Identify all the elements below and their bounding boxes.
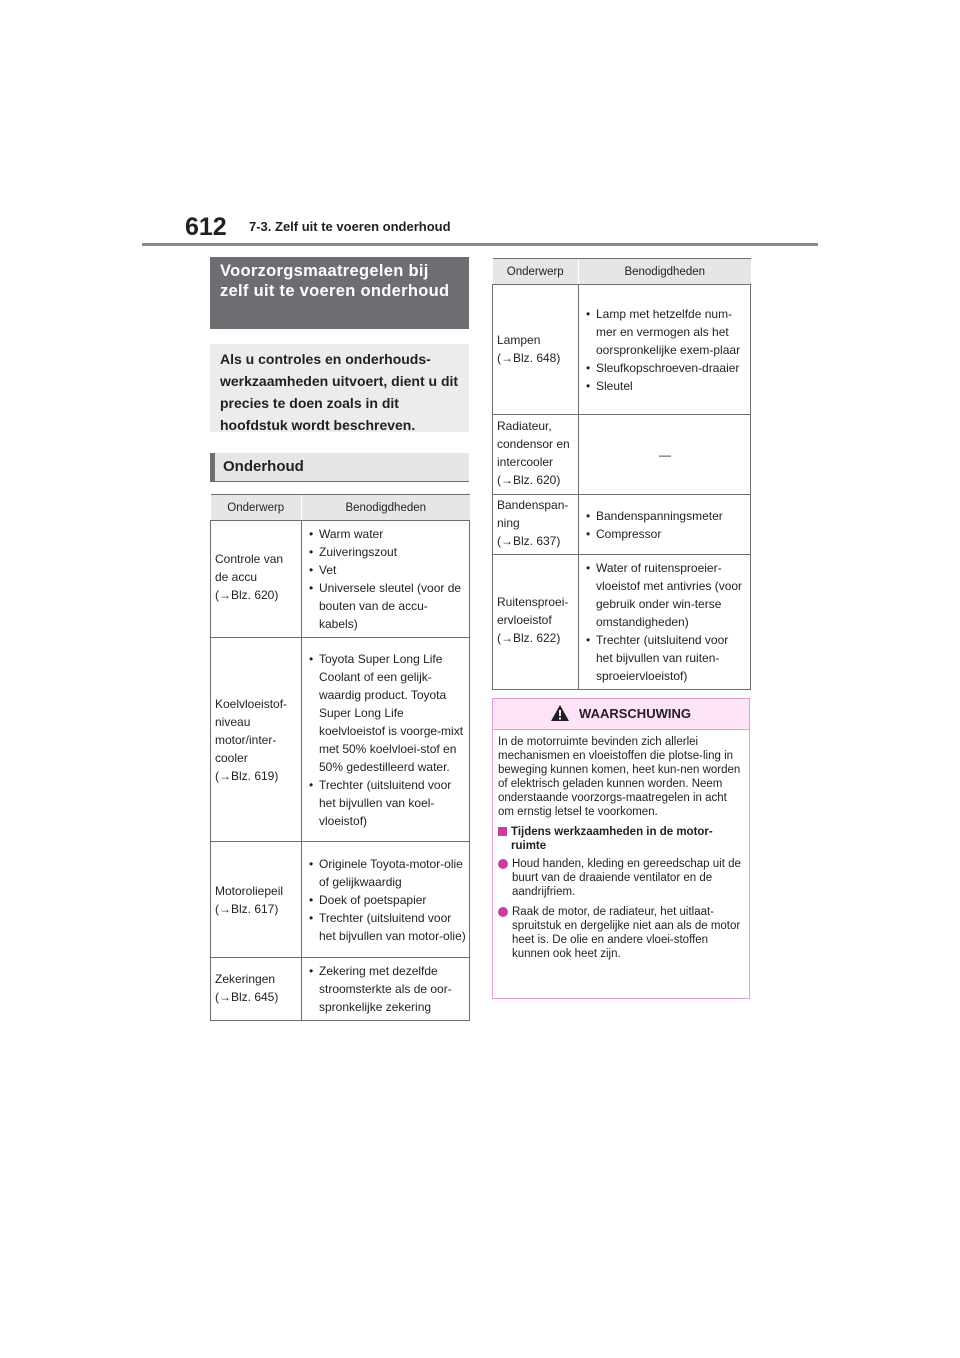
supply-item: • Doek of poetspapier bbox=[306, 891, 466, 909]
row-subject bbox=[493, 415, 579, 495]
supply-item: • Trechter (uitsluitend voor het bijvullen van ruiten-sproeiervloeistof) bbox=[583, 631, 747, 685]
subject-line: (→Blz. 620) bbox=[215, 588, 279, 602]
supply-item: • Zuiveringszout bbox=[306, 543, 466, 561]
row-supplies bbox=[579, 555, 751, 690]
supply-item: • Lamp met hetzelfde num-mer en vermogen als het oorspronkelijke exem-plaar bbox=[583, 305, 747, 359]
supplies-list bbox=[583, 559, 747, 685]
warning-bullet bbox=[498, 857, 744, 899]
square-bullet-icon bbox=[498, 827, 507, 836]
circle-bullet-icon bbox=[498, 907, 508, 917]
row-supplies bbox=[302, 521, 470, 638]
subject-line: intercooler bbox=[497, 454, 554, 469]
chapter-title: 7-3. Zelf uit te voeren onderhoud bbox=[249, 219, 451, 234]
table-row bbox=[211, 521, 470, 638]
subject-line: Ruitensproei- bbox=[497, 595, 569, 609]
supply-item: • Water of ruitensproeier-vloeistof met antivries (voor gebruik onder win-terse omstandigheden) bbox=[583, 559, 747, 631]
subject-line: (→Blz. 619) bbox=[215, 768, 279, 783]
table-row bbox=[211, 842, 470, 958]
row-subject bbox=[211, 638, 302, 842]
supplies-list bbox=[583, 305, 747, 395]
row-subject bbox=[211, 958, 302, 1021]
subject-line: Motoroliepeil bbox=[215, 883, 284, 898]
row-supplies bbox=[302, 638, 470, 842]
subject-line: (→Blz. 622) bbox=[497, 631, 561, 645]
supplies-list bbox=[306, 650, 466, 830]
supply-item: • Compressor bbox=[583, 525, 747, 543]
column-header-supplies: Benodigdheden bbox=[579, 259, 751, 285]
subject-line: motor/inter- bbox=[215, 732, 277, 747]
warning-bullet-text: Houd handen, kleding en gereedschap uit de buurt van de draaiende ventilator en de aandrijfriem. bbox=[512, 858, 741, 898]
subject-line: (→Blz. 637) bbox=[497, 533, 561, 548]
subject-line: (→Blz. 648) bbox=[497, 350, 561, 365]
supply-item: • Sleufkopschroeven-draaier bbox=[583, 359, 747, 377]
subsection-title: Onderhoud bbox=[210, 453, 469, 481]
subject-line: Bandenspan- bbox=[497, 497, 569, 512]
supplies-list bbox=[306, 525, 466, 633]
supply-item: • Sleutel bbox=[583, 377, 747, 395]
subject-line: (→Blz. 645) bbox=[215, 990, 279, 1004]
subject-line: Radiateur, bbox=[497, 418, 552, 433]
row-supplies bbox=[579, 495, 751, 555]
warning-body bbox=[493, 730, 749, 961]
subsection-rule bbox=[210, 481, 469, 482]
row-subject bbox=[493, 555, 579, 690]
warning-bullet-text: Raak de motor, de radiateur, het uitlaat-spruitstuk en dergelijke niet aan als de motor heet is. De olie en andere vloei-stoffen kunnen ook heet zijn. bbox=[512, 906, 741, 960]
row-subject bbox=[493, 495, 579, 555]
column-header-subject: Onderwerp bbox=[493, 259, 579, 285]
supply-item: • Warm water bbox=[306, 525, 466, 543]
row-subject bbox=[493, 285, 579, 415]
subject-line: (→Blz. 617) bbox=[215, 901, 279, 916]
table-row bbox=[493, 555, 751, 690]
table-header-row bbox=[493, 259, 751, 285]
table-row bbox=[493, 415, 751, 495]
column-header-supplies: Benodigdheden bbox=[302, 495, 470, 521]
supply-item: • Originele Toyota-motor-olie of gelijkwaardig bbox=[306, 855, 466, 891]
table-row bbox=[493, 285, 751, 415]
table-row bbox=[211, 958, 470, 1021]
subject-line: Lampen bbox=[497, 332, 541, 347]
subject-line: ervloeistof bbox=[497, 613, 552, 627]
row-subject bbox=[211, 842, 302, 958]
supply-item: • Trechter (uitsluitend voor het bijvullen van koel-vloeistof) bbox=[306, 776, 466, 830]
warning-intro: In de motorruimte bevinden zich allerlei mechanismen en vloeistoffen die plotse-ling in beweging kunnen komen, heet kun-nen worden of elektrisch geladen kunnen worden. Neem onderstaande voorzorgs-maatregelen in acht om ernstig letsel te voorkomen. bbox=[498, 736, 741, 818]
supplies-list bbox=[583, 507, 747, 543]
row-supplies bbox=[302, 842, 470, 958]
warning-box bbox=[492, 698, 750, 999]
intro-text: Als u controles en onderhouds-werkzaamheden uitvoert, dient u dit precies te doen zoals in dit hoofdstuk wordt beschreven. bbox=[210, 344, 469, 432]
row-supplies-none: — bbox=[579, 415, 751, 495]
page-number: 612 bbox=[185, 213, 227, 241]
supply-item: • Universele sleutel (voor de bouten van de accu-kabels) bbox=[306, 579, 466, 633]
supply-item: • Toyota Super Long Life Coolant of een gelijk-waardig product. Toyota Super Long Life koelvloeistof is voorge-mixt met 50% koelvloei-stof en 50% gedestilleerd water. bbox=[306, 650, 466, 776]
header-rule bbox=[142, 243, 818, 246]
table-row bbox=[493, 495, 751, 555]
subject-line: condensor en bbox=[497, 436, 570, 451]
row-subject bbox=[211, 521, 302, 638]
supplies-list bbox=[306, 962, 466, 1016]
supply-item: • Vet bbox=[306, 561, 466, 579]
subject-line: ning bbox=[497, 515, 520, 530]
column-header-subject: Onderwerp bbox=[211, 495, 302, 521]
subject-line: Controle van bbox=[215, 552, 284, 566]
table-header-row bbox=[211, 495, 470, 521]
subject-line: niveau bbox=[215, 714, 251, 729]
maintenance-table-right bbox=[492, 258, 751, 690]
supply-item: • Trechter (uitsluitend voor het bijvullen van motor-olie) bbox=[306, 909, 466, 945]
warning-subheading-text: Tijdens werkzaamheden in de motor-ruimte bbox=[511, 826, 713, 852]
maintenance-table-left bbox=[210, 494, 470, 1021]
row-supplies bbox=[579, 285, 751, 415]
warning-title: WAARSCHUWING bbox=[579, 706, 691, 721]
supply-item: • Bandenspanningsmeter bbox=[583, 507, 747, 525]
warning-header bbox=[493, 699, 749, 730]
subject-line: de accu bbox=[215, 570, 258, 584]
subject-line: Koelvloeistof- bbox=[215, 696, 288, 711]
table-row bbox=[211, 638, 470, 842]
warning-triangle-icon bbox=[551, 705, 569, 721]
subject-line: Zekeringen bbox=[215, 972, 276, 986]
section-title: Voorzorgsmaatregelen bij zelf uit te voeren onderhoud bbox=[210, 257, 469, 329]
circle-bullet-icon bbox=[498, 859, 508, 869]
row-supplies bbox=[302, 958, 470, 1021]
supply-item: • Zekering met dezelfde stroomsterkte als de oor-spronkelijke zekering bbox=[306, 962, 466, 1016]
supplies-list bbox=[306, 855, 466, 945]
warning-bullet bbox=[498, 905, 744, 961]
subject-line: cooler bbox=[215, 750, 248, 765]
warning-subheading bbox=[498, 825, 744, 853]
subject-line: (→Blz. 620) bbox=[497, 472, 561, 487]
